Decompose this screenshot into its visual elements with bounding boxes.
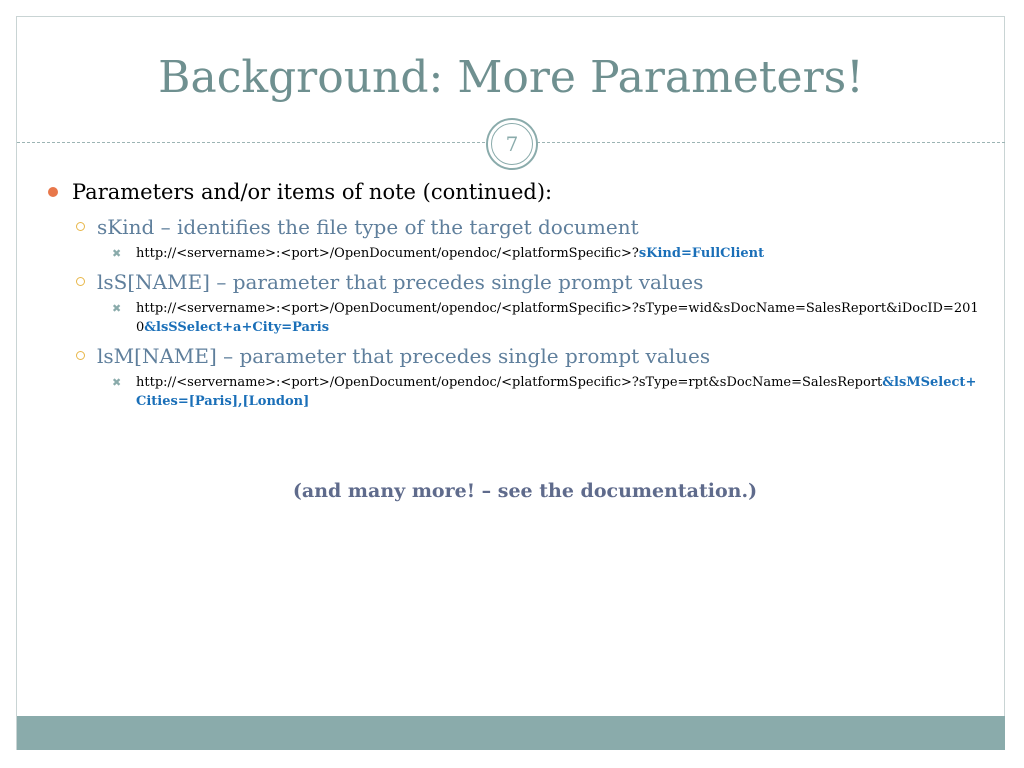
bullet-cross-icon: ✖ — [112, 376, 122, 389]
bullet-level-2 — [76, 212, 982, 242]
bullet-level-2 — [76, 341, 982, 371]
bullet-level-3 — [112, 299, 982, 337]
example-url-plain: http://<servername>:<port>/OpenDocument/opendoc/<platformSpecific>?sType=wid&sDocName=SalesReport&iDocID=2010 — [136, 301, 979, 335]
param-label: sKind – identifies the file type of the target document — [97, 215, 639, 239]
example-url-highlight: sKind=FullClient — [638, 246, 765, 261]
example-url-highlight: &lsMSelect+Cities=[Paris],[London] — [136, 375, 977, 409]
bullet-ring-icon — [76, 351, 85, 360]
documentation-note: (and many more! – see the documentation.) — [292, 480, 758, 502]
bullet-level-3 — [112, 373, 982, 411]
param-label: lsS[NAME] – parameter that precedes single prompt values — [97, 270, 704, 294]
example-url — [136, 373, 982, 411]
bullet-ring-icon — [76, 277, 85, 286]
bullet-level-2 — [76, 267, 982, 297]
example-url-plain: http://<servername>:<port>/OpenDocument/opendoc/<platformSpecific>? — [136, 246, 639, 261]
bullet-level-3 — [112, 244, 982, 263]
example-url — [136, 299, 982, 337]
bullet-ring-icon — [76, 222, 85, 231]
slide-content — [42, 176, 982, 411]
example-url-highlight: &lsSSelect+a+City=Paris — [144, 320, 330, 335]
bullet-cross-icon: ✖ — [112, 247, 122, 260]
example-url — [136, 244, 982, 263]
slide-title: Background: More Parameters! — [158, 52, 864, 103]
footer-bar — [17, 716, 1005, 750]
bullet-cross-icon: ✖ — [112, 302, 122, 315]
param-label: lsM[NAME] – parameter that precedes single prompt values — [97, 344, 711, 368]
slide-number: 7 — [491, 123, 533, 165]
slide-number-badge — [486, 118, 538, 170]
bullet-level-1 — [42, 176, 982, 208]
bullet-dot-icon — [48, 187, 58, 197]
bullet-heading: Parameters and/or items of note (continued): — [72, 180, 553, 204]
example-url-plain: http://<servername>:<port>/OpenDocument/opendoc/<platformSpecific>?sType=rpt&sDocName=SalesReport — [136, 375, 883, 390]
